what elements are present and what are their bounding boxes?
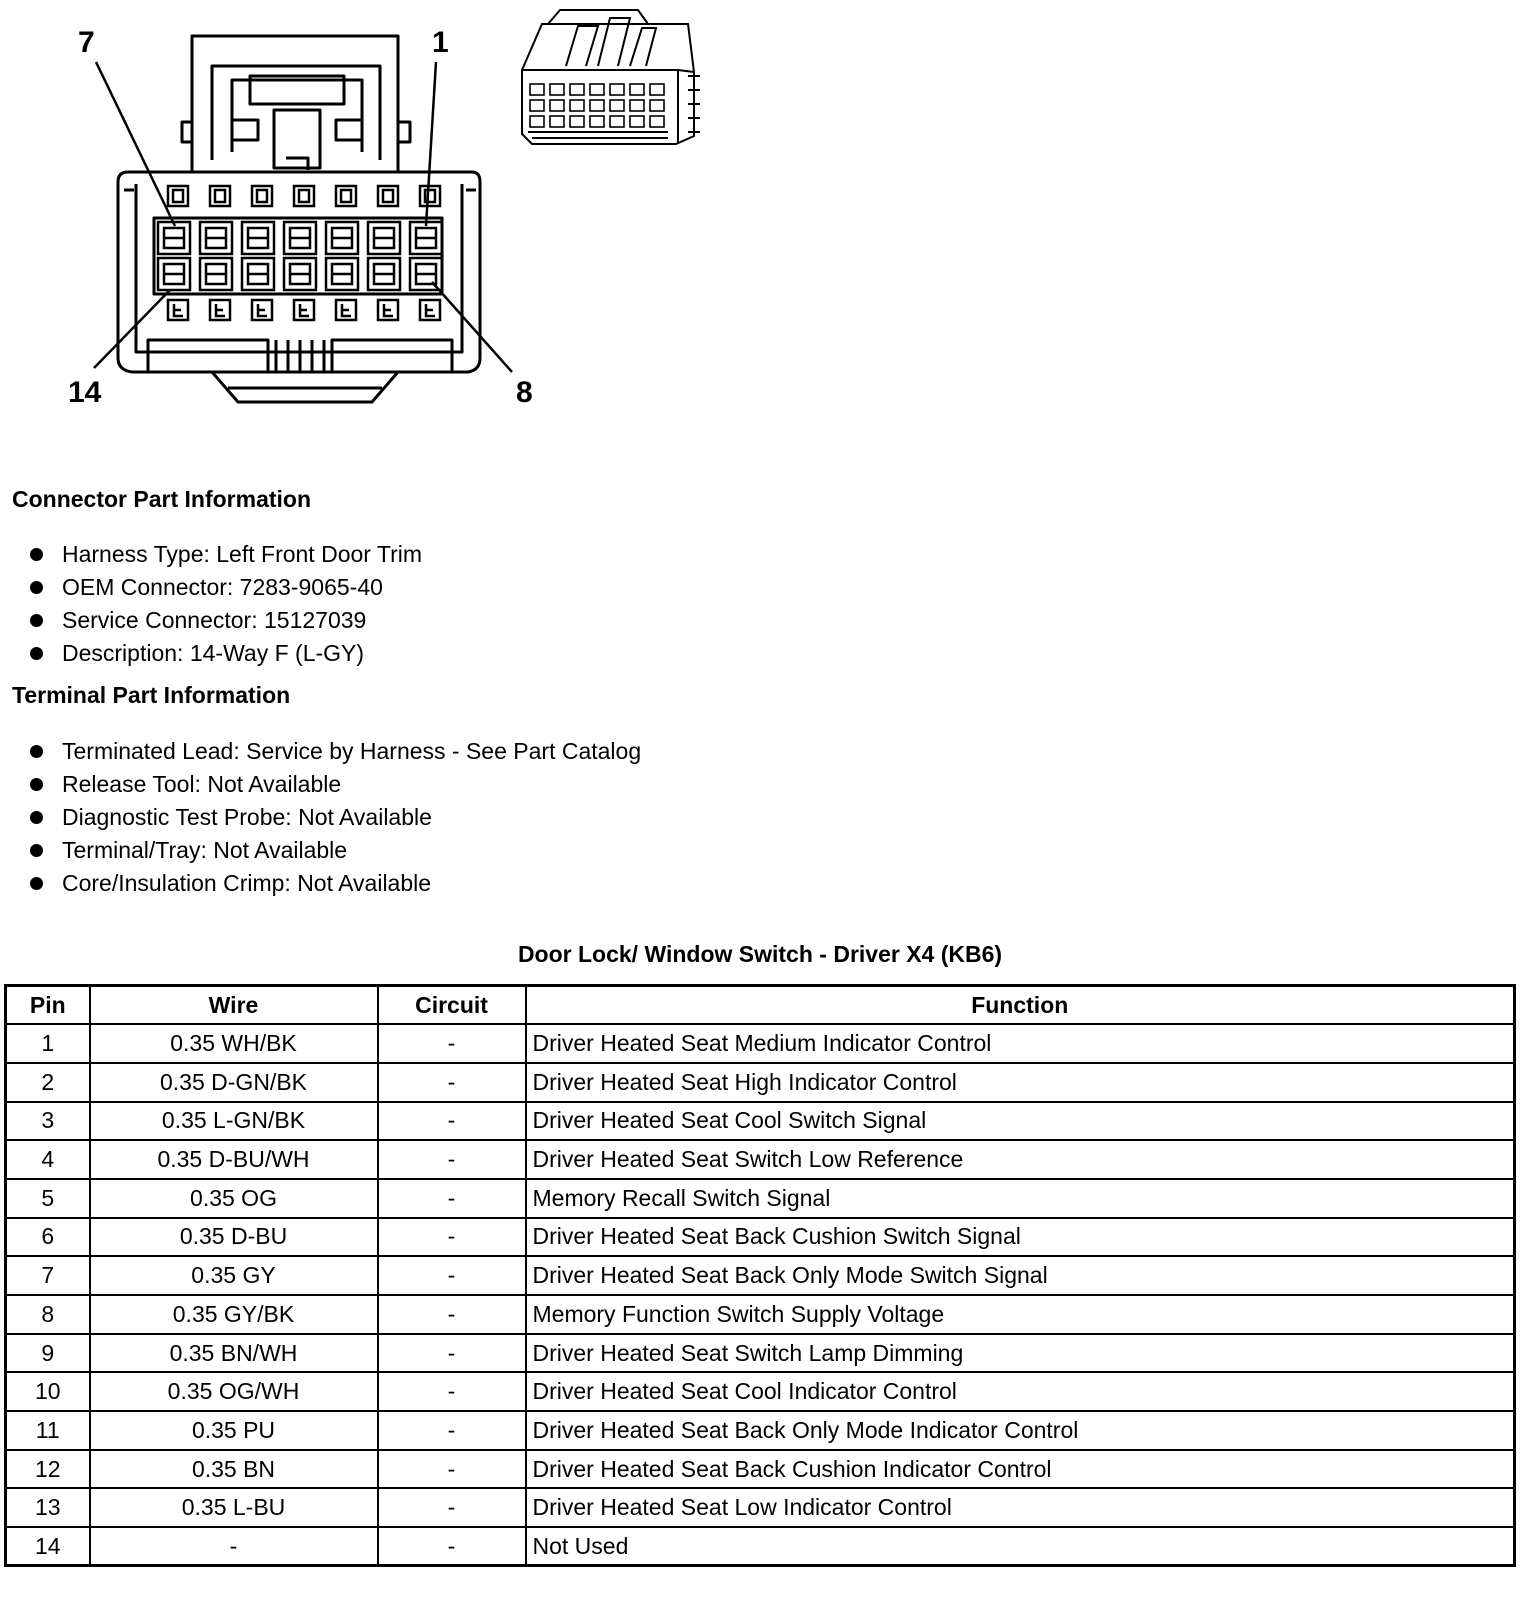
connector-3d-thumbnail: [522, 10, 700, 144]
cell-circuit: -: [378, 1488, 526, 1527]
column-header-pin: Pin: [6, 986, 90, 1025]
cell-pin: 11: [6, 1411, 90, 1450]
thumbnail-cavity: [610, 84, 624, 95]
cell-circuit: -: [378, 1450, 526, 1489]
cell-wire: 0.35 D-BU/WH: [90, 1140, 378, 1179]
cell-pin: 5: [6, 1179, 90, 1218]
cell-wire: 0.35 WH/BK: [90, 1024, 378, 1063]
list-item-text: Diagnostic Test Probe: Not Available: [62, 804, 432, 830]
table-row: [6, 1334, 1515, 1373]
thumbnail-cavity: [590, 116, 604, 127]
bullet-icon: [30, 614, 43, 627]
bullet-icon: [30, 877, 43, 890]
list-item: [0, 867, 641, 900]
cell-wire: 0.35 L-BU: [90, 1488, 378, 1527]
bullet-icon: [30, 548, 43, 561]
table-row: [6, 1179, 1515, 1218]
cell-wire: 0.35 D-GN/BK: [90, 1063, 378, 1102]
cell-wire: 0.35 GY: [90, 1256, 378, 1295]
bullet-icon: [30, 647, 43, 660]
table-row: [6, 1140, 1515, 1179]
table-row: [6, 1063, 1515, 1102]
pin-label-1: 1: [432, 26, 449, 59]
thumbnail-cavity: [530, 100, 544, 111]
list-item: [0, 834, 641, 867]
thumbnail-cavity: [590, 84, 604, 95]
table-row: [6, 1295, 1515, 1334]
list-item-text: Terminal/Tray: Not Available: [62, 837, 348, 863]
cell-pin: 1: [6, 1024, 90, 1063]
cell-function: Driver Heated Seat High Indicator Control: [526, 1063, 1515, 1102]
thumbnail-cavity: [530, 84, 544, 95]
cell-pin: 4: [6, 1140, 90, 1179]
cell-function: Driver Heated Seat Medium Indicator Control: [526, 1024, 1515, 1063]
cell-circuit: -: [378, 1102, 526, 1141]
pin-label-7: 7: [78, 26, 95, 59]
bullet-icon: [30, 844, 43, 857]
cell-circuit: -: [378, 1334, 526, 1373]
table-row: [6, 1450, 1515, 1489]
connector-part-info-list: [0, 538, 422, 670]
list-item: [0, 637, 422, 670]
cell-pin: 2: [6, 1063, 90, 1102]
thumbnail-cavity: [650, 116, 664, 127]
terminal-lock-tab: [420, 186, 440, 206]
connector-part-info-heading: Connector Part Information: [12, 486, 312, 512]
list-item: [0, 768, 641, 801]
table-row: [6, 1102, 1515, 1141]
cell-pin: 8: [6, 1295, 90, 1334]
cell-pin: 9: [6, 1334, 90, 1373]
cell-function: Driver Heated Seat Back Only Mode Indicator Control: [526, 1411, 1515, 1450]
terminal-cavity: [284, 258, 316, 290]
thumbnail-cavity: [630, 100, 644, 111]
cell-function: Driver Heated Seat Switch Lamp Dimming: [526, 1334, 1515, 1373]
cell-wire: 0.35 OG: [90, 1179, 378, 1218]
thumbnail-cavity: [550, 84, 564, 95]
pin-label-8: 8: [516, 376, 533, 409]
cell-wire: 0.35 BN: [90, 1450, 378, 1489]
cell-circuit: -: [378, 1295, 526, 1334]
leader-line-pin-8: [432, 282, 512, 372]
cell-circuit: -: [378, 1218, 526, 1257]
thumbnail-cavity: [650, 84, 664, 95]
table-row: [6, 1411, 1515, 1450]
cell-circuit: -: [378, 1179, 526, 1218]
cell-pin: 3: [6, 1102, 90, 1141]
thumbnail-cavity: [590, 100, 604, 111]
thumbnail-cavity: [650, 100, 664, 111]
pin-label-14: 14: [68, 376, 102, 409]
cell-circuit: -: [378, 1024, 526, 1063]
table-row: [6, 1256, 1515, 1295]
terminal-cavity: [368, 258, 400, 290]
table-row: [6, 1527, 1515, 1566]
list-item-text: Core/Insulation Crimp: Not Available: [62, 870, 432, 896]
bullet-icon: [30, 811, 43, 824]
thumbnail-cavity: [550, 100, 564, 111]
cell-pin: 14: [6, 1527, 90, 1566]
pinout-table: [4, 984, 1516, 1567]
list-item: [0, 735, 641, 768]
bullet-icon: [30, 745, 43, 758]
cell-circuit: -: [378, 1372, 526, 1411]
terminal-part-info-list: [0, 735, 641, 900]
terminal-part-info-heading: Terminal Part Information: [12, 682, 291, 708]
list-item: [0, 538, 422, 571]
terminal-lock-tab: [378, 300, 398, 320]
cell-function: Not Used: [526, 1527, 1515, 1566]
cell-function: Memory Function Switch Supply Voltage: [526, 1295, 1515, 1334]
terminal-cavity: [326, 258, 358, 290]
terminal-lock-tab: [336, 186, 356, 206]
cell-function: Driver Heated Seat Cool Switch Signal: [526, 1102, 1515, 1141]
cell-function: Driver Heated Seat Back Only Mode Switch Signal: [526, 1256, 1515, 1295]
cell-function: Driver Heated Seat Back Cushion Indicator Control: [526, 1450, 1515, 1489]
list-item-text: OEM Connector: 7283-9065-40: [62, 574, 383, 600]
thumbnail-cavity: [570, 116, 584, 127]
cell-wire: 0.35 L-GN/BK: [90, 1102, 378, 1141]
terminal-lock-tab: [210, 300, 230, 320]
terminal-lock-tab: [294, 300, 314, 320]
thumbnail-cavity: [610, 116, 624, 127]
cell-pin: 12: [6, 1450, 90, 1489]
terminal-cavity: [368, 222, 400, 254]
terminal-lock-tab: [252, 300, 272, 320]
cell-function: Driver Heated Seat Back Cushion Switch Signal: [526, 1218, 1515, 1257]
cell-circuit: -: [378, 1063, 526, 1102]
thumbnail-cavity: [630, 84, 644, 95]
terminal-cavity: [326, 222, 358, 254]
terminal-lock-tab: [378, 186, 398, 206]
bullet-icon: [30, 581, 43, 594]
terminal-lock-tab: [168, 300, 188, 320]
thumbnail-cavity: [570, 100, 584, 111]
list-item-text: Description: 14-Way F (L-GY): [62, 640, 365, 666]
table-title: Door Lock/ Window Switch - Driver X4 (KB6): [517, 941, 1003, 967]
bullet-icon: [30, 778, 43, 791]
cell-function: Memory Recall Switch Signal: [526, 1179, 1515, 1218]
cell-pin: 13: [6, 1488, 90, 1527]
cell-wire: 0.35 OG/WH: [90, 1372, 378, 1411]
list-item-text: Terminated Lead: Service by Harness - See Part Catalog: [62, 738, 642, 764]
table-row: [6, 1488, 1515, 1527]
table-header-row: [6, 986, 1515, 1025]
table-row: [6, 1218, 1515, 1257]
leader-line-pin-14: [94, 290, 170, 368]
list-item: [0, 571, 422, 604]
terminal-lock-tab: [252, 186, 272, 206]
column-header-wire: Wire: [90, 986, 378, 1025]
column-header-circuit: Circuit: [378, 986, 526, 1025]
terminal-cavity: [200, 258, 232, 290]
cell-wire: 0.35 BN/WH: [90, 1334, 378, 1373]
list-item: [0, 801, 641, 834]
cell-wire: 0.35 GY/BK: [90, 1295, 378, 1334]
cell-function: Driver Heated Seat Cool Indicator Control: [526, 1372, 1515, 1411]
thumbnail-cavity: [630, 116, 644, 127]
list-item-text: Harness Type: Left Front Door Trim: [62, 541, 423, 567]
table-row: [6, 1372, 1515, 1411]
cell-wire: 0.35 D-BU: [90, 1218, 378, 1257]
cell-pin: 7: [6, 1256, 90, 1295]
list-item: [0, 604, 422, 637]
cell-pin: 10: [6, 1372, 90, 1411]
thumbnail-cavity: [530, 116, 544, 127]
thumbnail-cavity: [570, 84, 584, 95]
thumbnail-cavity: [610, 100, 624, 111]
cell-wire: -: [90, 1527, 378, 1566]
cell-circuit: -: [378, 1411, 526, 1450]
terminal-lock-tab: [210, 186, 230, 206]
terminal-lock-tab: [294, 186, 314, 206]
list-item-text: Service Connector: 15127039: [62, 607, 367, 633]
cell-circuit: -: [378, 1527, 526, 1566]
cell-wire: 0.35 PU: [90, 1411, 378, 1450]
terminal-cavity: [200, 222, 232, 254]
terminal-cavity: [284, 222, 316, 254]
column-header-function: Function: [526, 986, 1515, 1025]
table-row: [6, 1024, 1515, 1063]
terminal-lock-tab: [420, 300, 440, 320]
cell-function: Driver Heated Seat Low Indicator Control: [526, 1488, 1515, 1527]
terminal-cavity: [410, 222, 442, 254]
terminal-lock-tab: [168, 186, 188, 206]
terminal-cavity: [410, 258, 442, 290]
connector-diagram: [0, 0, 720, 420]
cell-function: Driver Heated Seat Switch Low Reference: [526, 1140, 1515, 1179]
thumbnail-cavity: [550, 116, 564, 127]
cell-circuit: -: [378, 1140, 526, 1179]
terminal-cavity: [158, 222, 190, 254]
cell-circuit: -: [378, 1256, 526, 1295]
list-item-text: Release Tool: Not Available: [62, 771, 342, 797]
cell-pin: 6: [6, 1218, 90, 1257]
terminal-cavity: [158, 258, 190, 290]
terminal-cavity: [242, 222, 274, 254]
terminal-cavity: [242, 258, 274, 290]
terminal-lock-tab: [336, 300, 356, 320]
